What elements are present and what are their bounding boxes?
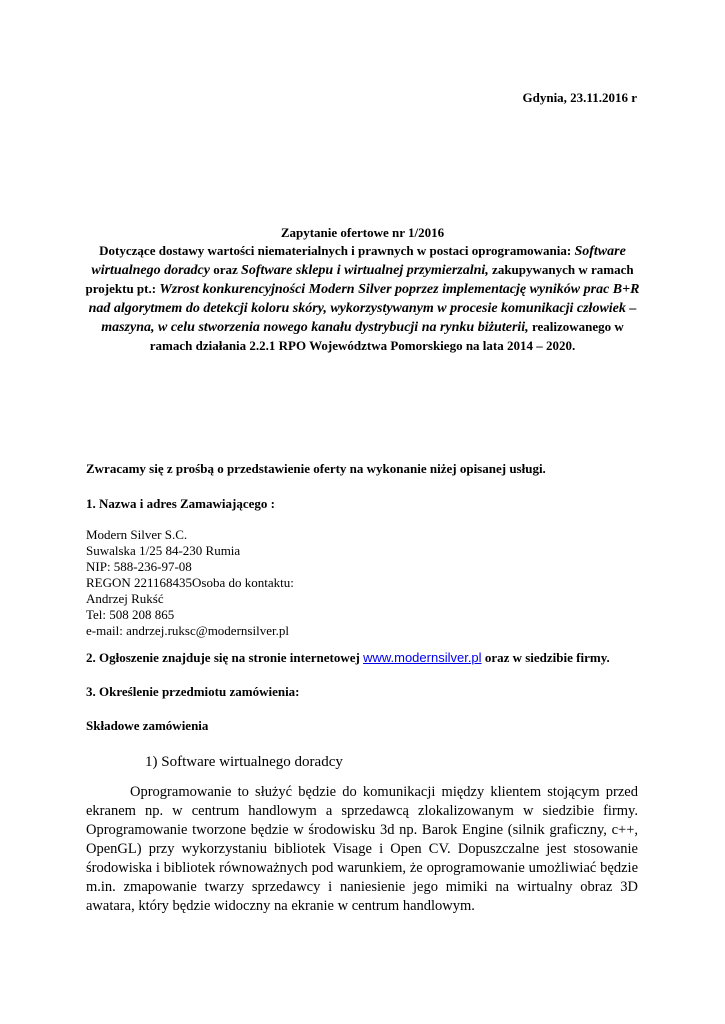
section-1-title: 1. Nazwa i adres Zamawiającego : xyxy=(86,496,275,511)
address-line: Andrzej Rukść xyxy=(86,591,164,606)
subject-software-advisor: Software wirtualnego doradcy xyxy=(91,244,626,278)
inquiry-subject xyxy=(80,242,645,355)
address-line: Modern Silver S.C. xyxy=(86,527,188,542)
item-1-title: 1) Software wirtualnego doradcy xyxy=(145,754,343,770)
address-line: e-mail: andrzej.ruksc@modernsilver.pl xyxy=(86,623,289,638)
address-line: Tel: 508 208 865 xyxy=(86,607,175,622)
section-2 xyxy=(86,650,610,666)
subject-text-1: Dotyczące dostawy wartości niematerialnych i prawnych w postaci oprogramowania: xyxy=(99,243,575,258)
orderer-address xyxy=(86,527,294,639)
subject-text-3: zakupywanych w ramach projektu pt.: xyxy=(85,262,634,296)
inquiry-title: Zapytanie ofertowe nr 1/2016 xyxy=(280,225,445,240)
section-2-prefix: 2. Ogłoszenie znajduje się na stronie internetowej xyxy=(86,650,364,665)
section-2-suffix: oraz w siedzibie firmy. xyxy=(481,650,610,665)
address-line: REGON 221168435Osoba do kontaktu: xyxy=(86,575,294,590)
project-title: Wzrost konkurencyjności Modern Silver poprzez implementację wyników prac B+R nad algorytmem do detekcji koloru skóry, wykorzystywanym w procesie komunikacji człowiek – maszyna, w celu stworzenia nowego kanału dystrybucji na rynku biżuterii, xyxy=(88,282,640,335)
inquiry-heading xyxy=(80,224,645,355)
item-1-description: Oprogramowanie to służyć będzie do komunikacji między klientem stojącym przed ekranem np. w centrum handlowym a sprzedawcą zlokalizowanym w siedzibie firmy. Oprogramowanie tworzone będzie w środowisku 3d np. Barok Engine (silnik graficzny, c++, OpenGL) przy wykorzystaniu bibliotek Visage i Open CV. Dopuszczalne jest stosowanie środowiska i bibliotek równoważnych pod warunkiem, że oprogramowanie umożliwiać będzie m.in. zmapowanie twarzy sprzedawcy i naniesienie jego mimiki na wirtualny obraz 3D awatara, który będzie widoczny na ekranie w centrum handlowym. xyxy=(86,784,638,914)
subject-text-2: oraz xyxy=(209,262,242,277)
section-3-title: 3. Określenie przedmiotu zamówienia: xyxy=(86,684,300,699)
address-line: Suwalska 1/25 84-230 Rumia xyxy=(86,543,241,558)
subject-software-shop: Software sklepu i wirtualnej przymierzalni, xyxy=(241,263,489,278)
components-title: Składowe zamówienia xyxy=(86,718,209,733)
subject-text-4: realizowanego w ramach działania 2.2.1 RPO Województwa Pomorskiego na lata 2014 – 2020. xyxy=(149,319,624,353)
address-line: NIP: 588-236-97-08 xyxy=(86,559,192,574)
website-link[interactable]: www.modernsilver.pl xyxy=(363,650,482,665)
request-text: Zwracamy się z prośbą o przedstawienie oferty na wykonanie niżej opisanej usługi. xyxy=(86,461,546,476)
document-date: Gdynia, 23.11.2016 r xyxy=(522,90,637,105)
